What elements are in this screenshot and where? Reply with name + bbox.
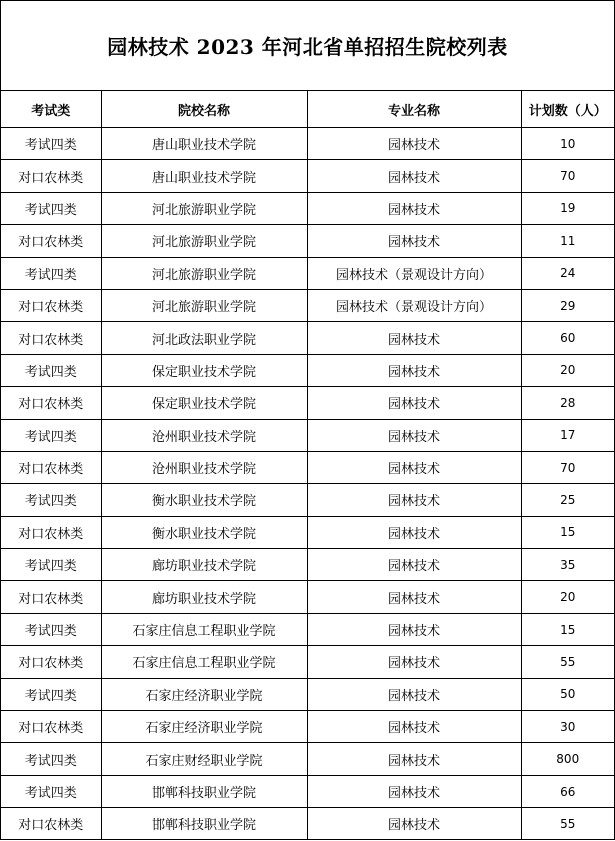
- major-name-cell: 园林技术: [307, 192, 521, 224]
- exam-type-cell: 考试四类: [1, 257, 101, 289]
- school-name-cell: 石家庄经济职业学院: [101, 711, 307, 743]
- exam-type-cell: 考试四类: [1, 743, 101, 775]
- table-row: [1, 743, 614, 775]
- school-name-cell: 沧州职业技术学院: [101, 419, 307, 451]
- school-name-cell: 廊坊职业技术学院: [101, 549, 307, 581]
- school-name-cell: 河北旅游职业学院: [101, 192, 307, 224]
- exam-type-cell: 对口农林类: [1, 516, 101, 548]
- exam-type-cell: 考试四类: [1, 484, 101, 516]
- exam-type-cell: 考试四类: [1, 128, 101, 160]
- plan-count-cell: 35: [521, 549, 614, 581]
- plan-count-cell: 25: [521, 484, 614, 516]
- table-row: [1, 646, 614, 678]
- plan-count-cell: 17: [521, 419, 614, 451]
- header-school-name: 院校名称: [101, 91, 307, 128]
- table-body: [1, 128, 614, 840]
- table-row: [1, 451, 614, 483]
- plan-count-cell: 28: [521, 387, 614, 419]
- major-name-cell: 园林技术: [307, 160, 521, 192]
- major-name-cell: 园林技术: [307, 419, 521, 451]
- exam-type-cell: 考试四类: [1, 775, 101, 807]
- table-row: [1, 678, 614, 710]
- major-name-cell: 园林技术: [307, 387, 521, 419]
- header-major-name: 专业名称: [307, 91, 521, 128]
- plan-count-cell: 20: [521, 354, 614, 386]
- exam-type-cell: 对口农林类: [1, 646, 101, 678]
- table-row: [1, 613, 614, 645]
- school-name-cell: 唐山职业技术学院: [101, 128, 307, 160]
- school-name-cell: 衡水职业技术学院: [101, 516, 307, 548]
- table-title: 园林技术 2023 年河北省单招招生院校列表: [1, 1, 614, 91]
- exam-type-cell: 考试四类: [1, 192, 101, 224]
- school-name-cell: 河北政法职业学院: [101, 322, 307, 354]
- plan-count-cell: 70: [521, 160, 614, 192]
- major-name-cell: 园林技术: [307, 549, 521, 581]
- plan-count-cell: 29: [521, 289, 614, 321]
- table-row: [1, 160, 614, 192]
- school-name-cell: 石家庄经济职业学院: [101, 678, 307, 710]
- exam-type-cell: 考试四类: [1, 419, 101, 451]
- major-name-cell: 园林技术: [307, 613, 521, 645]
- table-row: [1, 257, 614, 289]
- plan-count-cell: 15: [521, 613, 614, 645]
- major-name-cell: 园林技术（景观设计方向）: [307, 289, 521, 321]
- header-row: [1, 91, 614, 128]
- table-row: [1, 581, 614, 613]
- plan-count-cell: 55: [521, 646, 614, 678]
- table-row: [1, 354, 614, 386]
- plan-count-cell: 24: [521, 257, 614, 289]
- major-name-cell: 园林技术: [307, 322, 521, 354]
- table-row: [1, 128, 614, 160]
- plan-count-cell: 55: [521, 808, 614, 840]
- plan-count-cell: 60: [521, 322, 614, 354]
- major-name-cell: 园林技术: [307, 775, 521, 807]
- table-row: [1, 322, 614, 354]
- plan-count-cell: 50: [521, 678, 614, 710]
- school-name-cell: 石家庄信息工程职业学院: [101, 646, 307, 678]
- plan-count-cell: 66: [521, 775, 614, 807]
- header-plan-count: 计划数（人）: [521, 91, 614, 128]
- plan-count-cell: 70: [521, 451, 614, 483]
- exam-type-cell: 考试四类: [1, 678, 101, 710]
- plan-count-cell: 30: [521, 711, 614, 743]
- school-name-cell: 邯郸科技职业学院: [101, 775, 307, 807]
- exam-type-cell: 对口农林类: [1, 289, 101, 321]
- school-name-cell: 衡水职业技术学院: [101, 484, 307, 516]
- exam-type-cell: 对口农林类: [1, 581, 101, 613]
- table-row: [1, 387, 614, 419]
- plan-count-cell: 15: [521, 516, 614, 548]
- plan-count-cell: 800: [521, 743, 614, 775]
- major-name-cell: 园林技术: [307, 711, 521, 743]
- major-name-cell: 园林技术（景观设计方向）: [307, 257, 521, 289]
- plan-count-cell: 10: [521, 128, 614, 160]
- table-row: [1, 484, 614, 516]
- school-name-cell: 保定职业技术学院: [101, 354, 307, 386]
- exam-type-cell: 对口农林类: [1, 451, 101, 483]
- major-name-cell: 园林技术: [307, 743, 521, 775]
- school-name-cell: 邯郸科技职业学院: [101, 808, 307, 840]
- table-row: [1, 516, 614, 548]
- school-name-cell: 唐山职业技术学院: [101, 160, 307, 192]
- table-row: [1, 711, 614, 743]
- exam-type-cell: 考试四类: [1, 354, 101, 386]
- plan-count-cell: 20: [521, 581, 614, 613]
- school-name-cell: 保定职业技术学院: [101, 387, 307, 419]
- exam-type-cell: 对口农林类: [1, 387, 101, 419]
- exam-type-cell: 考试四类: [1, 549, 101, 581]
- table-row: [1, 775, 614, 807]
- school-name-cell: 沧州职业技术学院: [101, 451, 307, 483]
- exam-type-cell: 对口农林类: [1, 160, 101, 192]
- table-row: [1, 808, 614, 840]
- major-name-cell: 园林技术: [307, 484, 521, 516]
- school-name-cell: 廊坊职业技术学院: [101, 581, 307, 613]
- header-exam-type: 考试类: [1, 91, 101, 128]
- major-name-cell: 园林技术: [307, 678, 521, 710]
- school-name-cell: 河北旅游职业学院: [101, 257, 307, 289]
- table-row: [1, 549, 614, 581]
- exam-type-cell: 对口农林类: [1, 322, 101, 354]
- major-name-cell: 园林技术: [307, 516, 521, 548]
- major-name-cell: 园林技术: [307, 451, 521, 483]
- table-row: [1, 289, 614, 321]
- school-name-cell: 石家庄财经职业学院: [101, 743, 307, 775]
- exam-type-cell: 对口农林类: [1, 808, 101, 840]
- table-row: [1, 225, 614, 257]
- major-name-cell: 园林技术: [307, 354, 521, 386]
- school-name-cell: 河北旅游职业学院: [101, 225, 307, 257]
- exam-type-cell: 考试四类: [1, 613, 101, 645]
- school-name-cell: 河北旅游职业学院: [101, 289, 307, 321]
- table-row: [1, 192, 614, 224]
- major-name-cell: 园林技术: [307, 225, 521, 257]
- admissions-table: [1, 91, 614, 840]
- major-name-cell: 园林技术: [307, 581, 521, 613]
- table-row: [1, 419, 614, 451]
- plan-count-cell: 11: [521, 225, 614, 257]
- school-name-cell: 石家庄信息工程职业学院: [101, 613, 307, 645]
- plan-count-cell: 19: [521, 192, 614, 224]
- exam-type-cell: 对口农林类: [1, 711, 101, 743]
- major-name-cell: 园林技术: [307, 128, 521, 160]
- exam-type-cell: 对口农林类: [1, 225, 101, 257]
- major-name-cell: 园林技术: [307, 808, 521, 840]
- major-name-cell: 园林技术: [307, 646, 521, 678]
